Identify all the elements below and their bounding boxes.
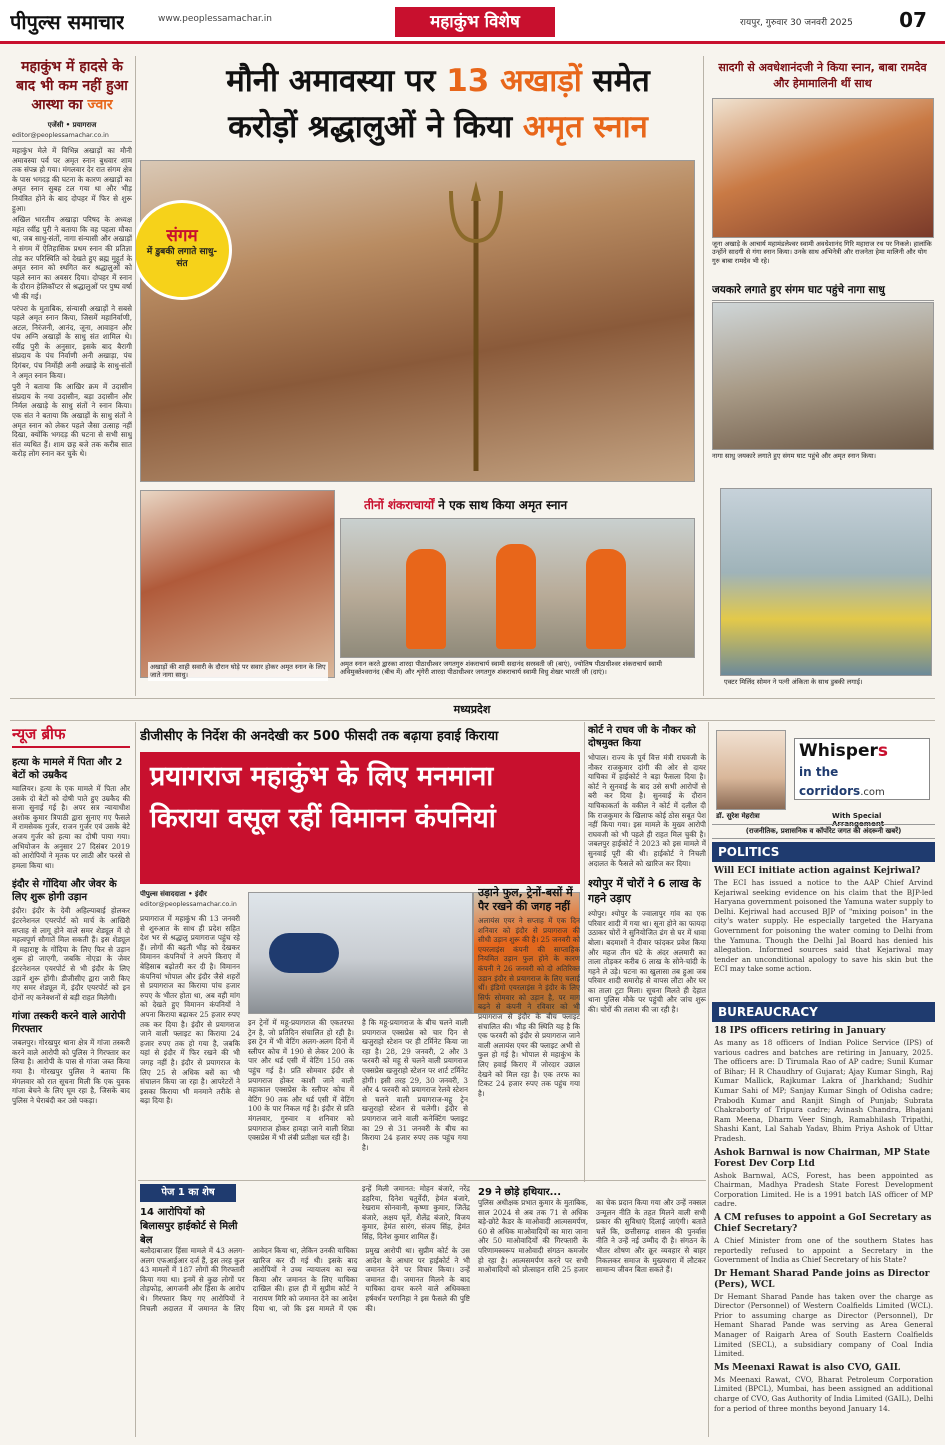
brief-title: न्यूज ब्रीफ bbox=[12, 724, 130, 748]
headline-highlight: अमृत स्नान bbox=[522, 109, 648, 145]
continued-tag: पेज 1 का शेष bbox=[140, 1184, 236, 1202]
bureau-head: Dr Hemant Sharad Pande joins as Director (Pers), WCL bbox=[714, 1268, 930, 1290]
headline-highlight: 13 अखाड़ों bbox=[446, 63, 582, 99]
whispers-logo bbox=[794, 738, 930, 800]
horse-caption: अखाड़ों की शाही सवारी के दौरान घोड़े पर सवार होकर अमृत स्नान के लिए जाते नागा साधु। bbox=[148, 662, 328, 681]
bureau-head: A CM refuses to appoint a GoI Secretary as Chief Secretary? bbox=[714, 1212, 932, 1234]
paragraph: पुरी ने बताया कि आखिर क्रम में उदासीन संप्रदाय के नया उदासीन, बड़ा उदासीन और निर्मल अखाड़े के साधु संतों ने स्नान किया। एक संत ने बताया कि अखाड़ों के साधु संतों ने अमृत स्नान को लेकर पहले जैसा उत्साह नहीं दिखा, क्योंकि भगदड़ की घटना से सभी साधु संत व्यथित हैं। शाम छह बजे तक करीब सात करोड़ लोग स्नान कर चुके थे। bbox=[12, 382, 132, 459]
website: www.peoplessamachar.in bbox=[158, 14, 272, 24]
bureau-body: Ms Meenaxi Rawat, CVO, Bharat Petroleum Corporation Limited (BPCL), Mumbai, has been assigned an additional charge of CVO, Gas Authority of India Limited (GAIL), Delhi for a period of three months beyond January 14. bbox=[714, 1374, 933, 1413]
whispers-tagline: (राजनीतिक, प्रशासनिक व कॉर्पोरेट जगत की अंदरूनी खबरें) bbox=[712, 824, 935, 839]
politics-head: Will ECI initiate action against Kejriwal? bbox=[714, 866, 921, 876]
byline: एजेंसी • प्रयागराज bbox=[47, 121, 97, 129]
politics-item bbox=[714, 866, 933, 974]
logo-text: Whisper bbox=[799, 741, 878, 761]
title-highlight: तीनों शंकराचार्यों bbox=[364, 498, 435, 512]
bureau-head: Ms Meenaxi Rawat is also CVO, GAIL bbox=[714, 1362, 901, 1373]
brief-body: जबलपुर। गोरखपुर थाना क्षेत्र में गांजा तस्करी करने वाले आरोपी को पुलिस ने गिरफ्तार कर लिया है। आरोपी के पास से गांजा जब्त किया गया है। गोरखपुर पुलिस ने बताया कि मंगलवार को रात सूचना मिली कि एक युवक गांजा बेचने के लिए घूम रहा है, जिसके बाद पुलिस ने घेराबंदी कर उसे पकड़ा। bbox=[12, 1038, 130, 1105]
airfare-email: editor@peoplessamachar.co.in bbox=[140, 901, 237, 908]
airfare-headline: प्रयागराज महाकुंभ के लिए मनमाना किराया वसूल रहीं विमानन कंपनियां bbox=[140, 752, 580, 884]
naga-caption: नागा साधु जयकारे लगाते हुए संगम घाट पहुंचे और अमृत स्नान किया। bbox=[712, 452, 877, 460]
naga-headline: जयकारे लगाते हुए संगम घाट पहुंचे नागा साधु bbox=[712, 283, 934, 301]
paragraph: परंपरा के मुताबिक, संन्यासी अखाड़ों ने सबसे पहले अमृत स्नान किया, जिसमें महानिर्वाणी, अटल, निरंजनी, आनंद, जूना, आवाहन और पंच अग्नि अखाड़ों के साधु संत शामिल थे। रवींद्र पुरी के अनुसार, इसके बाद बैरागी संप्रदाय के पंच निर्वाणी अनी अखाड़ा, पंच दिगंबर, पंच निर्मोही अनी अखाड़े के साधु-संतों ने अमृत स्नान किया। bbox=[12, 303, 132, 380]
brief-head: हत्या के मामले में पिता और 2 बेटों को उम्रकैद bbox=[12, 757, 123, 781]
airfare-col2: इन ट्रेनों में महू-प्रयागराज की एकतरफा ट्रेन है, जो प्रतिदिन संचालित हो रही है। इस ट्रेन में भी वेटिंग अलग-अलग दिनों में स्लीपर कोच में 190 से लेकर 200 के पार और थर्ड एसी में वेटिंग 150 तक पहुंच गई है। प्रति सोमवार इंदौर से प्रयागराज होकर काशी जाने वाली महाकाल एक्सप्रेस के स्लीपर कोच में वेटिंग 90 तक और थर्ड एसी में वेटिंग 100 के पार निकल गई है। इंदौर से प्रति मंगलवार, गुरुवार व शनिवार को प्रयागराज होकर हावड़ा जाने वाली शिप्रा एक्सप्रेस में भी लंबी प्रतीक्षा चल रही है। bbox=[248, 1018, 354, 1143]
page-number: 07 bbox=[899, 8, 927, 32]
politics-band: POLITICS bbox=[712, 842, 935, 862]
author-photo bbox=[716, 730, 786, 810]
logo-text: in the corridors bbox=[799, 765, 861, 798]
milind-caption: एक्टर मिलिंद सोमन ने पत्नी अंकिता के साथ डुबकी लगाई। bbox=[724, 678, 863, 686]
avdheshanand-caption: जूना अखाड़े के आचार्य महामंडलेश्वर स्वामी अवधेशानंद गिरि महाराज रथ पर निकले। हालांकि उन्होंने सादगी से गंगा स्नान किया। उनके साथ अभिनेत्री और राजनेता हेमा मालिनी और योग गुरु बाबा रामदेव भी रहे। bbox=[712, 240, 932, 265]
kumbh-side-story bbox=[12, 58, 132, 688]
brief-head: इंदौर से गोंदिया और जेवर के लिए शुरू होगी उड़ान bbox=[12, 879, 117, 904]
naxal-body: पुलिस अधीक्षक प्रभात कुमार के मुताबिक, साल 2024 से अब तक 71 से अधिक बड़े-छोटे कैडर के माओवादी आत्मसमर्पण, 60 से अधिक माओवादियों का मारा जाना और 50 माओवादियों की गिरफ्तारी के परिणामस्वरूप माओवादी संगठन कमजोर हो रहा है। आत्मसमर्पण करने पर सभी माओवादियों को प्रोत्साहन राशि 25 हजार का चेक प्रदान किया गया और उन्हें नक्सल उन्मूलन नीति के तहत मिलने वाली सभी प्रकार की सुविधाएं दिलाई जाएंगी। बताते चलें कि, छत्तीसगढ़ शासन की पुनर्वास नीति ने उन्हें नई उम्मीद दी है। संगठन के भीतर शोषण और क्रूर व्यवहार से बाहर निकलकर समाज के मुख्यधारा में लौटकर सामान्य जीवन बिता सकते हैं। bbox=[478, 1198, 706, 1275]
naxal-head: 29 ने छोड़े हथियार... bbox=[478, 1187, 562, 1198]
avdheshanand-photo bbox=[712, 98, 934, 238]
author-name: डॉ. सुरेश मेहरोत्रा bbox=[716, 812, 760, 820]
right-headline: सादगी से अवधेशानंदजी ने किया स्नान, बाबा रामदेव और हेमामालिनी थीं साथ bbox=[718, 61, 927, 90]
airfare-col3: है कि महू-प्रयागराज के बीच चलने वाली प्रयागराज एक्सप्रेस को चार दिन से खजुराहो स्टेशन पर ही टर्मिनेट किया जा रहा है। 28, 29 जनवरी, 2 और 3 फरवरी को महू से चलने वाली प्रयागराज एक्सप्रेस खजुराहो स्टेशन पर शार्ट टर्मिनेट होगी। इसी तरह 29, 30 जनवरी, 3 और 4 फरवरी को प्रयागराज रेलवे स्टेशन से चलने वाली प्रयागराज-महू ट्रेन खजुराहो स्टेशन से चलेगी। इंदौर से प्रयागराज जाने वाली कनेक्टिंग फ्लाइट का 29 से 31 जनवरी के बीच का किराया 24 हजार रुपए तक पहुंच गया है। bbox=[362, 1018, 468, 1152]
court-head: कोर्ट ने राघव जी के नौकर को दोषमुक्त किया bbox=[588, 725, 696, 749]
section-title: महाकुंभ विशेष bbox=[395, 7, 555, 37]
bureau-body: Dr Hemant Sharad Pande has taken over the charge as Director (Personnel) of Western Coalfields Limited (WCL). Prior to assuming charge as Director (Personnel), Dr Hemant Sharad Pande was serving as Area General Manager of Raigarh Area of South Eastern Coalfields Limited (SECL), a subsidiary company of Coal India Limited. bbox=[714, 1291, 933, 1359]
brief-head: गांजा तस्करी करने वाले आरोपी गिरफ्तार bbox=[12, 1011, 126, 1036]
headline-part: करोड़ों श्रद्धालुओं ने किया bbox=[228, 109, 523, 145]
bureaucracy-items bbox=[714, 1026, 933, 1434]
sangam-photo bbox=[140, 160, 695, 482]
masthead-logo: पीपुल्स समाचार bbox=[10, 10, 125, 34]
airfare-side-head: उड़ाने फुल, ट्रेनों-बसों में पैर रखने की जगह नहीं bbox=[478, 886, 573, 913]
brief-body: ग्वालियर। हत्या के एक मामले में पिता और उसके दो बेटों को दोषी पाते हुए उम्रकैद की सजा सुनाई गई है। अपर सत्र न्यायाधीश अशोक कुमार त्रिपाठी द्वारा सुनाए गए फैसले में रामसेवक गुर्जर, राजन गुर्जर एवं उसके बेटे अजय गुर्जर को हत्या का दोषी पाया गया। अभियोजन के अनुसार 27 दिसंबर 2019 को आरोपियों ने मृतक पर लाठी और फरसे से हमला किया था। bbox=[12, 784, 130, 870]
shankar-title bbox=[364, 494, 694, 516]
side-headline: महाकुंभ में हादसे के बाद भी कम नहीं हुआ आस्था का bbox=[16, 59, 128, 113]
bubble-title: संगम bbox=[166, 226, 198, 246]
paragraph: महाकुंभ मेले में विभिन्न अखाड़ों का मौनी अमावस्या पर्व पर अमृत स्नान बुधवार शाम तक संपन्न हो गया। मंगलवार देर रात संगम क्षेत्र के पास भगदड़ की घटना के कारण अखाड़ों का अमृत स्नान सुबह टल गया था और भीड़ नियंत्रित होने के बाद दोपहर में फिर से शुरू हुआ। bbox=[12, 146, 132, 213]
arrangement: With Special Arrangement bbox=[832, 812, 885, 828]
masthead-bar bbox=[0, 0, 945, 44]
airfare-side-body: अलायंस एयर ने सप्ताह में एक दिन शनिवार को इंदौर से प्रयागराज की सीधी उड़ान शुरू की है। 25 जनवरी को एयरलाइंस कंपनी की साप्ताहिक नियमित उड़ान फुल होने के कारण कंपनी ने 26 जनवरी को दो अतिरिक्त उड़ान इंदौर से प्रयागराज के लिए चलाई थीं। इंडिगो एयरलाइंस ने इंदौर के लिए सिर्फ सोमवार को उड़ान है, पर माग बढ़ने से कंपनी ने रविवार को भी प्रयागराज से इंदौर के बीच फ्लाइट संचालित की। भीड़ की स्थिति यह है कि एक फरवरी को इंदौर से प्रयागराज जाने वाली अलायंस एयर की फ्लाइट अभी से फुल हो गई है। भोपाल से महाकुंभ के लिए हवाई किराए में जोरदार उछाल देखने को मिल रहा है। एक तरफ का टिकट 24 हजार रुपए तक पहुंच गया है। bbox=[478, 916, 580, 1098]
title-text: ने एक साथ किया अमृत स्नान bbox=[434, 498, 568, 512]
naga-photo bbox=[712, 302, 934, 450]
airfare-byline: पीपुल्स संवाददाता • इंदौर bbox=[140, 890, 207, 898]
news-brief bbox=[12, 724, 130, 1436]
indigo-mark bbox=[269, 933, 339, 973]
byline-email: editor@peoplessamachar.co.in bbox=[12, 132, 132, 142]
brief-body: इंदौर। इंदौर के देवी अहिल्याबाई होलकर इंटरनेशनल एयरपोर्ट को मार्च के आखिरी सप्ताह से लागू होने वाले समर शेड्यूल में दो महत्वपूर्ण सौगातें मिल सकती हैं। इस शेड्यूल में महाराष्ट्र के गोंदिया के लिए फिर से उड़ान शुरू हो जाएगी, जबकि नोएडा के जेवर इंटरनेशनल एयरपोर्ट से भी इंदौर के लिए उड़ानें शुरू होंगी। डीजीसीए द्वारा जारी किए गए समर शेड्यूल में, इंदौर एयरपोर्ट को इन दोनों नए कनेक्शनों से बड़ी राहत मिलेगी। bbox=[12, 906, 130, 1002]
airfare-kicker: डीजीसीए के निर्देश की अनदेखी कर 500 फीसदी तक बढ़ाया हवाई किराया bbox=[140, 729, 499, 744]
continued-bail-list: इन्हें मिली जमानत: मोहन बंजारे, नरेंद्र डहरिया, दिनेश चतुर्वेदी, हेमंत बंजारे, रेखराम सोनवानी, कृष्णा कुमार, जितेंद्र बंजारे, अक्षय घृतें, शैलेंद्र बंजारे, विजय कुमार, हेमंत सारंग, संजय सिंह, हेमंत सिंह, दिनेश कुमार शामिल हैं। bbox=[362, 1184, 470, 1241]
bureau-body: As many as 18 officers of Indian Police Service (IPS) of various cadres and batches are retiring in January, 2025. The officers are: D Tirumala Rao of AP cadre; Sunil Kumar of Bihar; H R Chaudhry of Gujarat; Ajay Kumar Singh, Raj Kumar Mallick, Rajkumar Lakra of Jharkhand; Sudhir Kumar Sahi of MP; Sanjay Kumar Singh of Odisha cadre; Prabodh Kumar and Ranjit Singh of Punjab; Subrata Chakraborty of Tripura cadre; Avinash Chandra, Bhajani Ram Meena, Dharm Veer Singh, Ramabhilash Tripathi, Shashi Kant, Lal Sahab Yadav, Bhim Priya Ashok of Uttar Pradesh. bbox=[714, 1038, 933, 1143]
bureau-body: Ashok Barnwal, ACS, Forest, has been appointed as Chairman, Madhya Pradesh State Forest Development Corporation Limited. He is a 1991 batch IAS officer of MP cadre. bbox=[714, 1170, 933, 1209]
region-band: मध्यप्रदेश bbox=[453, 703, 491, 716]
logo-text: .com bbox=[860, 787, 885, 798]
court-story bbox=[588, 724, 706, 1184]
bureaucracy-band: BUREAUCRACY bbox=[712, 1002, 935, 1022]
kumbh-body bbox=[12, 146, 132, 459]
continued-body: बलौदाबाजार हिंसा मामले में 43 अलग-अलग एफआईआर दर्ज हैं, इस तरह कुल 43 मामलों में 187 लोगों की गिरफ्तारी किया गया था। इनमें से कुछ लोगों पर तोड़फोड़, आगजनी और हिंसा के आरोप थे। गिरफ्तार किए गए आरोपियों ने निचली अदालत में जमानत के लिए आवेदन किया था, लेकिन उनकी याचिका खारिज कर दी गई थी। इसके बाद आरोपियों ने उच्च न्यायालय का रुख किया और जमानत के लिए याचिका दाखिल की। हाल ही में सुप्रीम कोर्ट ने नारायण मिरि को जमानत देने का आदेश दिया था, जो कि इस मामले में एक प्रमुख आरोपी था। सुप्रीम कोर्ट के उस आदेश के आधार पर हाईकोर्ट ने भी जमानत देने पर विचार किया। उन्हें जमानत दी। जमानत मिलने के बाद याचिका दायर करने वाले अधिवक्ता हर्षवर्धन परगनिहा ने इस फैसले की पुष्टि की। bbox=[140, 1246, 470, 1313]
bubble-text: में डुबकी लगाते साधु-संत bbox=[146, 247, 218, 269]
airfare-col1: प्रयागराज में महाकुंभ की 13 जनवरी से शुरुआत के साथ ही प्रदेश सहित देश भर से श्रद्धालु प्रयागराज पहुंच रहे हैं। लोगों की बढ़ती भीड़ को देखकर विमानन कंपनियों ने अपने किराए में बेहिसाब बढ़ोतरी कर दी है। विमानन कंपनियां भोपाल और इंदौर जैसे शहरों से प्रयागराज का किराया पांच हजार रुपए के भीतर होता था, अब वही मांग को देखते हुए विमानन कंपनियों ने अपना किराया बढ़ाकर 25 हजार रुपए तक कर दिया है। इंदौर से प्रयागराज जाने वाली फ्लाइट का किराया 24 हजार रुपए तक हो गया है, जबकि यहां से इंदौर में फिर रखने की भी जगह नहीं है। इंदौर से प्रयागराज के लिए 25 से अधिक बसें का भी संचालन किया जा रहा है। आपरेटरों ने इसका किराया भी मनमाने तरीके से बढ़ा दिया है। bbox=[140, 914, 240, 1106]
sheopur-body: श्योपुर। श्योपुर के ज्वालापुर गांव का एक परिवार शादी में गया था। सूना होने का फायदा उठाकर चोरों ने सुनियोजित ढंग से घर में धावा बोला। बदमाशों ने दीवार फांदकर प्रवेश किया और महज तीन घंटे के अंदर अलमारी का ताला तोड़कर करीब 6 लाख के सोने-चांदी के गहने ले उड़े। घटना का खुलासा तब हुआ जब परिवार शादी समारोह से वापस लौटा और घर का ताला टूटा मिला। सूचना मिलते ही देहात थाना पुलिस मौके पर पहुंची और जांच शुरू की। चोरों की तलाश की जा रही है। bbox=[588, 909, 706, 1015]
shankar-photo bbox=[340, 518, 695, 658]
trident-icon bbox=[441, 181, 511, 471]
plane-photo bbox=[248, 892, 473, 1014]
politics-body: The ECI has issued a notice to the AAP Chief Arvind Kejariwal seeking evidence on his claim that the BJP-led Haryana government poisoned the Yamuna water supply to Delhi. Kejriwal had accused BJP of "mixing poison" in the city's water supply. He especially targeted the Haryana Government for poisoning the water coming to Delhi from the Yamuna. Though the Delhi Jal Board has denied his allegation. Informed sources said that Kejariwal may tender an unconditional apology to save his skin but the ECI may take some action. bbox=[714, 878, 933, 974]
court-body: भोपाल। राज्य के पूर्व वित्त मंत्री राघवजी के नौकर राजकुमार दांगी की ओर से दायर याचिका में हाईकोर्ट ने बड़ा फैसला दिया है। कोर्ट ने सुनवाई के बाद उसे सभी आरोपों से बरी कर दिया है। सुनवाई के दौरान याचिकाकर्ता के वकील ने कोर्ट में दलील दी कि राजकुमार के खिलाफ कोई ठोस सबूत पेश नहीं किया गया। इस मामले के मुख्य आरोपी राघवजी को भी पहले ही राहत मिल चुकी है। जबलपुर हाईकोर्ट ने 2023 को इस मामले में सुनवाई पूरी की थी। हाईकोर्ट ने निचली अदालत के फैसले को खारिज कर दिया। bbox=[588, 753, 706, 868]
sheopur-head: श्योपुर में चोरों ने 6 लाख के गहने उड़ाए bbox=[588, 877, 701, 906]
logo-accent: s bbox=[877, 741, 889, 761]
bureau-head: 18 IPS officers retiring in January bbox=[714, 1026, 886, 1036]
shankar-caption: अमृत स्नान करते द्वारका शारदा पीठाधीश्वर जगतगुरु शंकराचार्य स्वामी सदानंद सरस्वती जी (बाएं), ज्योतिष पीठाधीश्वर शंकराचार्य स्वामी अविमुक्तेश्वरानंद (बीच में) और शृंगेरी शारदा पीठाधीश्वर जगतगुरु शंकराचार्य स्वामी विधु शेखर भारती जी (दाएं)। bbox=[340, 660, 663, 677]
headline-part: समेत bbox=[581, 63, 650, 99]
whispers-box bbox=[712, 724, 935, 1436]
continued-title: 14 आरोपियों को बिलासपुर हाईकोर्ट से मिली बेल bbox=[140, 1207, 238, 1246]
side-headline-highlight: ज्वार bbox=[87, 97, 113, 113]
milind-photo bbox=[720, 488, 932, 676]
dateline: रायपुर, गुरुवार 30 जनवरी 2025 bbox=[740, 18, 853, 28]
bureau-body: A Chief Minister from one of the southern States has reportedly refused to appoint a Secretary in the Government of India as Chief Secretary of his State? bbox=[714, 1235, 933, 1265]
main-headline bbox=[168, 58, 708, 158]
sangam-bubble bbox=[132, 200, 232, 300]
horse-photo bbox=[140, 490, 335, 678]
paragraph: अखिल भारतीय अखाड़ा परिषद के अध्यक्ष महंत रवींद्र पुरी ने बताया कि वह पहला मौका था, जब साधु-संतों, नागा संन्यासी और अखाड़ों ने संगम में ऐतिहासिक प्रथम स्नान की प्रतिज्ञा तोड़ कर परिस्थिति को देखते हुए ब्रह्म मुहूर्त के अमृत स्नान को स्थगित कर श्रद्धालुओं को पहले स्नान का अवसर दिया। दोपहर में स्नान के दौरान हेलिकॉप्टर से श्रद्धालुओं पर पुष्प वर्षा भी की गई। bbox=[12, 215, 132, 301]
bureau-head: Ashok Barnwal is now Chairman, MP State Forest Dev Corp Ltd bbox=[714, 1147, 930, 1169]
headline-part: मौनी अमावस्या पर bbox=[226, 63, 447, 99]
